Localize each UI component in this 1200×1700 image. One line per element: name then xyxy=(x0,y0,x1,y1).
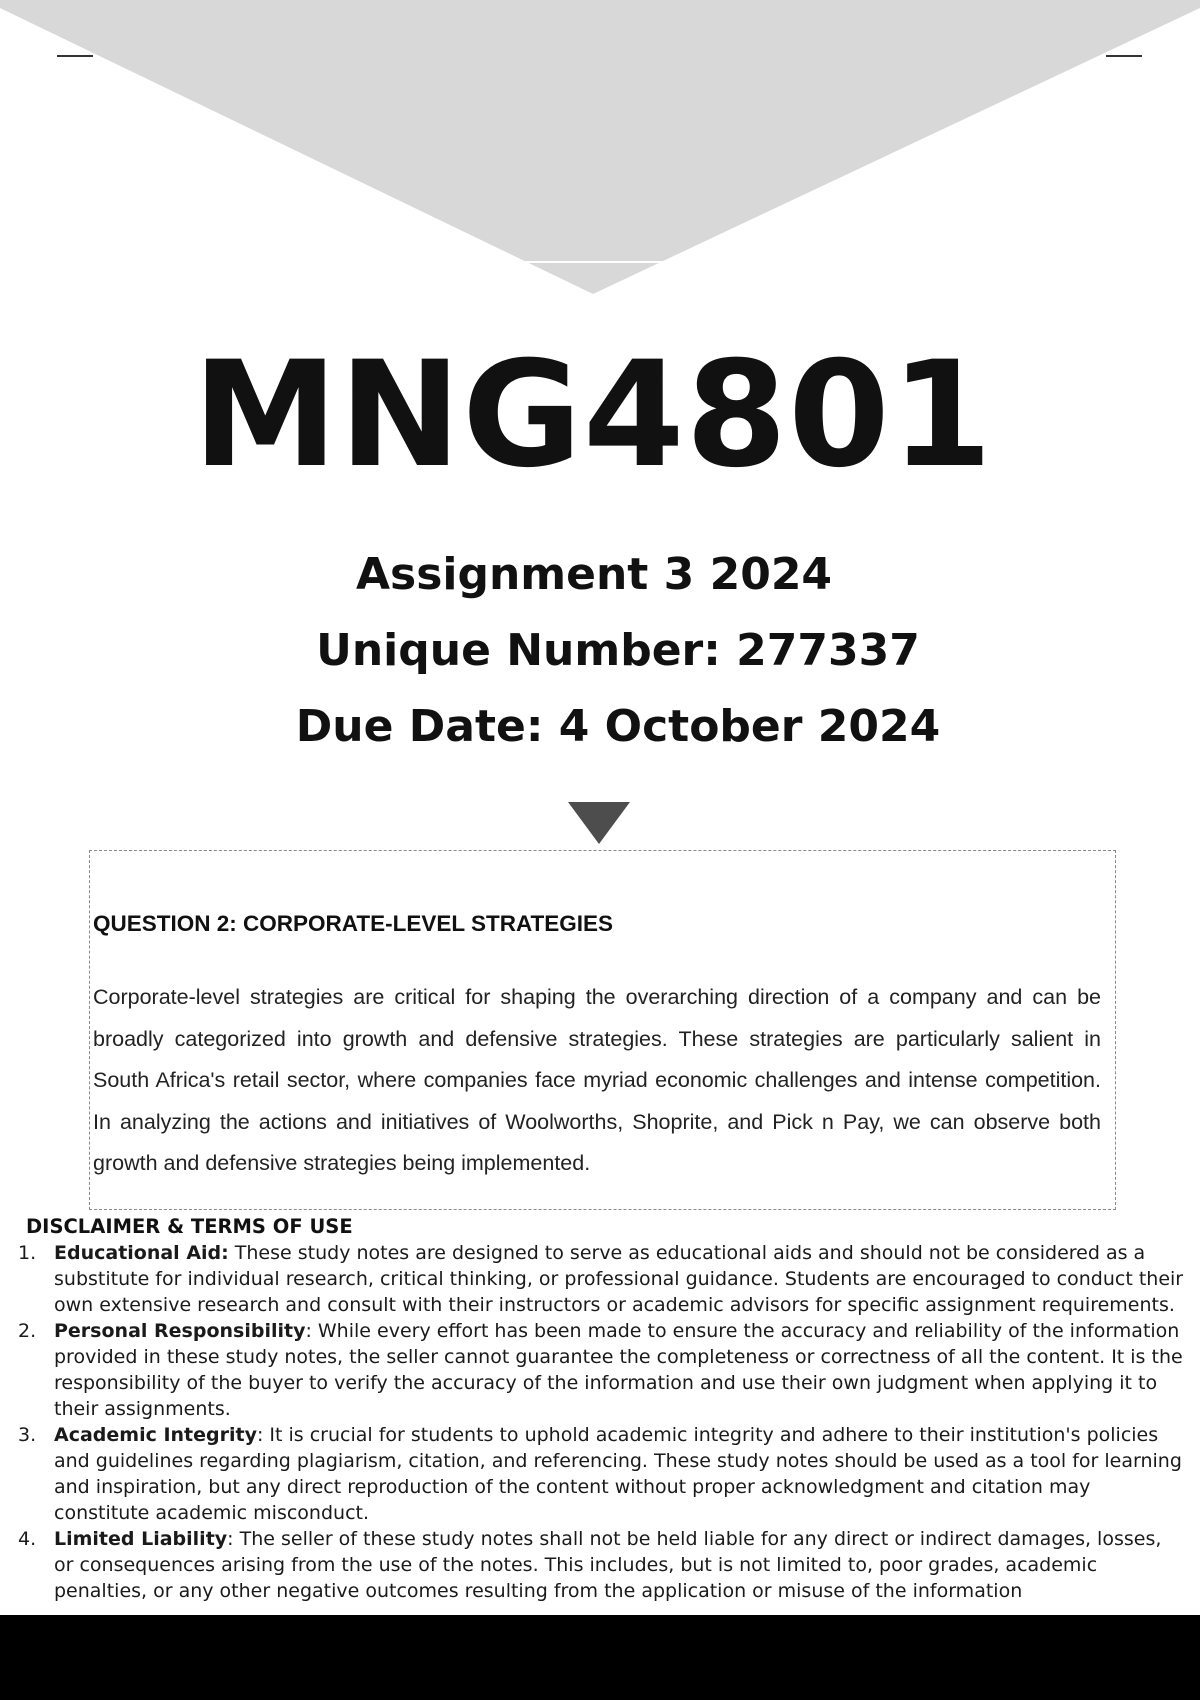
term-text: : While every effort has been made to ensure the accuracy and reliability of the information provided in these study notes, the seller cannot guarantee the completeness or correctness of all the content. It is the responsibility of the buyer to verify the accuracy of the information and use their own judgment when applying it to their assignments. xyxy=(54,1320,1183,1420)
question-body: Corporate-level strategies are critical for shaping the overarching direction of a company and can be broadly categorized into growth and defensive strategies. These strategies are particularly salient in South Africa's retail sector, where companies face myriad economic challenges and intense competition. In analyzing the actions and initiatives of Woolworths, Shoprite, and Pick n Pay, we can observe both growth and defensive strategies being implemented. xyxy=(93,985,1101,1176)
term-heading: Personal Responsibility xyxy=(54,1320,306,1342)
course-code-title: MNG4801 xyxy=(192,330,994,500)
question-title: QUESTION 2: CORPORATE-LEVEL STRATEGIES xyxy=(93,911,614,936)
unique-number-label: Unique Number: 277337 xyxy=(316,625,920,676)
term-number: 2. xyxy=(18,1320,37,1342)
due-date-label: Due Date: 4 October 2024 xyxy=(295,701,941,752)
down-arrow-icon xyxy=(568,802,630,844)
term-text: : It is crucial for students to uphold academic integrity and adhere to their institution's policies and guidelines regarding plagiarism, citation, and referencing. These study notes should be used as a tool for learning and inspiration, but any direct reproduction of the content without proper acknowledgment and citation may constitute academic misconduct. xyxy=(54,1424,1182,1524)
term-item-limited-liability xyxy=(18,1526,1186,1604)
term-item-academic-integrity xyxy=(18,1422,1186,1526)
term-text: These study notes are designed to serve as educational aids and should not be considered as a substitute for individual research, critical thinking, or professional guidance. Students are encouraged to conduct their own extensive research and consult with their instructors or academic advisors for specific assignment requirements. xyxy=(54,1242,1184,1316)
corner-mark-left xyxy=(57,55,93,57)
bottom-black-bar xyxy=(0,1615,1200,1700)
term-heading: Limited Liability xyxy=(54,1528,228,1550)
corner-mark-right xyxy=(1106,55,1142,57)
term-heading: Academic Integrity xyxy=(54,1424,257,1446)
term-number: 4. xyxy=(18,1528,37,1550)
disclaimer-section xyxy=(18,1214,1186,1604)
term-number: 1. xyxy=(18,1242,37,1264)
term-number: 3. xyxy=(18,1424,37,1446)
header-chevron-banner xyxy=(0,0,1200,300)
terms-list xyxy=(18,1240,1186,1604)
term-text: : The seller of these study notes shall not be held liable for any direct or indirect damages, losses, or consequences arising from the use of the notes. This includes, but is not limited to, poor grades, academic penalties, or any other negative outcomes resulting from the application or misuse of the information xyxy=(54,1528,1162,1602)
term-heading: Educational Aid: xyxy=(54,1242,229,1264)
question-preview-box xyxy=(89,850,1116,1210)
term-item-personal-responsibility xyxy=(18,1318,1186,1422)
assignment-label: Assignment 3 2024 xyxy=(355,549,833,600)
disclaimer-title: DISCLAIMER & TERMS OF USE xyxy=(26,1215,353,1238)
term-item-educational-aid xyxy=(18,1240,1186,1318)
